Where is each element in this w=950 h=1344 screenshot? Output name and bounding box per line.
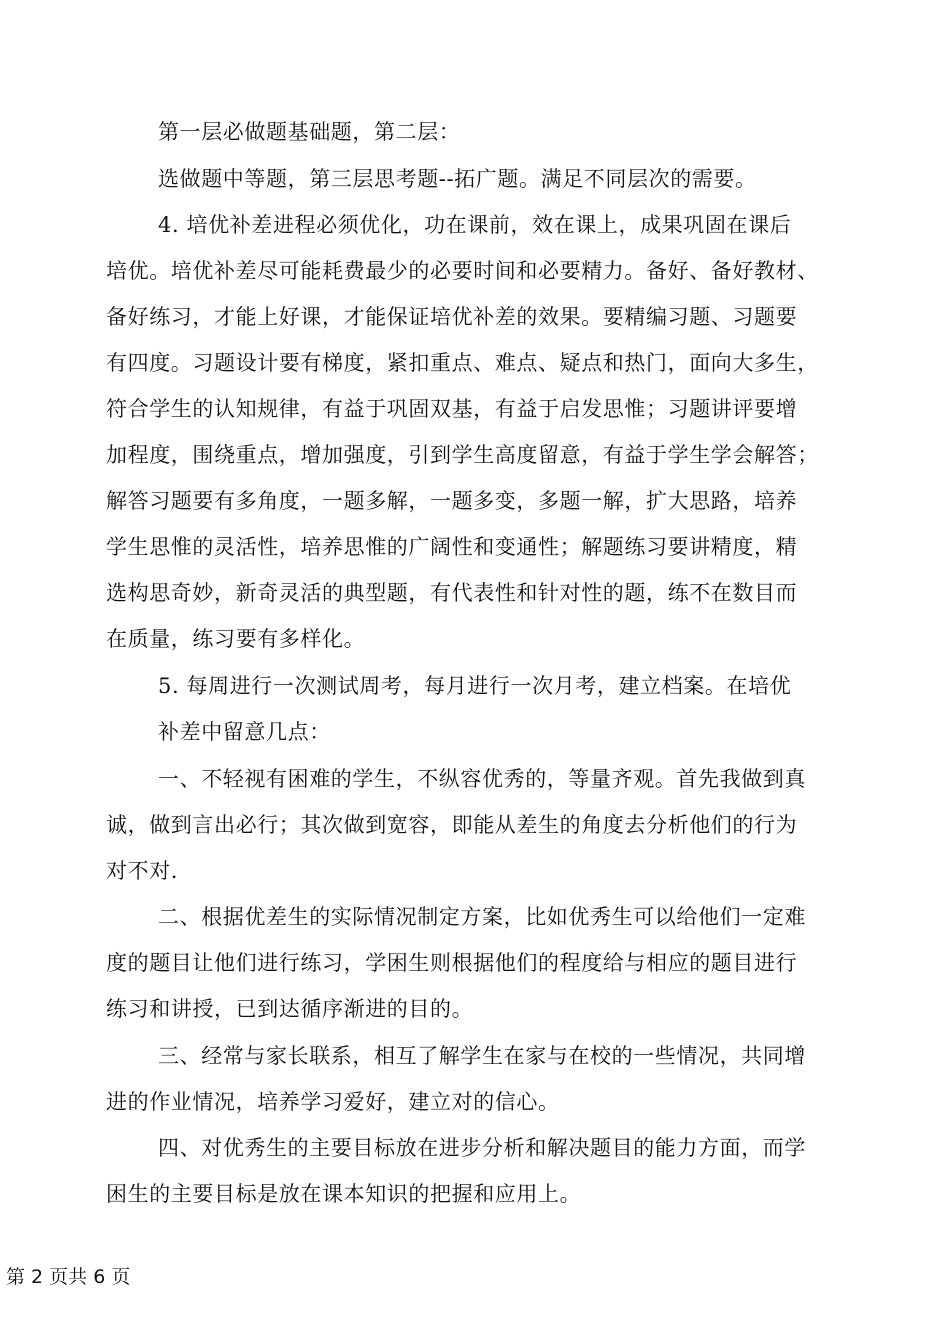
text-line: 5. 每周进行一次测试周考，每月进行一次月考，建立档案。在培优 xyxy=(158,674,792,698)
text-line: 在质量，练习要有多样化。 xyxy=(106,627,366,651)
text-line: 度的题目让他们进行练习，学困生则根据他们的程度给与相应的题目进行 xyxy=(106,951,798,975)
text-line: 诚，做到言出必行；其次做到宽容，即能从差生的角度去分析他们的行为 xyxy=(106,813,798,837)
text-line: 练习和讲授，已到达循序渐进的目的。 xyxy=(106,997,474,1021)
text-line: 补差中留意几点： xyxy=(158,720,331,744)
text-line: 对不对. xyxy=(106,859,179,883)
text-line: 有四度。习题设计要有梯度，紧扣重点、难点、疑点和热门，面向大多生， xyxy=(106,351,819,375)
text-line: 三、经常与家长联系，相互了解学生在家与在校的一些情况，共同增 xyxy=(158,1044,806,1068)
text-line: 二、根据优差生的实际情况制定方案，比如优秀生可以给他们一定难 xyxy=(158,905,806,929)
text-line: 选做题中等题，第三层思考题--拓广题。满足不同层次的需要。 xyxy=(158,167,757,191)
text-line: 4. 培优补差进程必须优化，功在课前，效在课上，成果巩固在课后 xyxy=(158,213,792,237)
text-line: 选构思奇妙，新奇灵活的典型题，有代表性和针对性的题，练不在数目而 xyxy=(106,581,798,605)
text-line: 四、对优秀生的主要目标放在进步分析和解决题目的能力方面，而学 xyxy=(158,1136,806,1160)
text-line: 备好练习，才能上好课，才能保证培优补差的效果。要精编习题、习题要 xyxy=(106,305,798,329)
text-line: 加程度，围绕重点，增加强度，引到学生高度留意，有益于学生学会解答； xyxy=(106,443,819,467)
text-line: 第一层必做题基础题，第二层： xyxy=(158,120,461,144)
text-line: 培优。培优补差尽可能耗费最少的必要时间和必要精力。备好、备好教材、 xyxy=(106,259,819,283)
text-line: 符合学生的认知规律，有益于巩固双基，有益于启发思惟；习题讲评要增 xyxy=(106,397,798,421)
text-line: 困生的主要目标是放在课本知识的把握和应用上。 xyxy=(106,1182,582,1206)
text-line: 解答习题要有多角度，一题多解，一题多变，多题一解，扩大思路，培养 xyxy=(106,489,798,513)
text-line: 一、不轻视有困难的学生，不纵容优秀的，等量齐观。首先我做到真 xyxy=(158,767,806,791)
page-number: 第 2 页共 6 页 xyxy=(6,1266,131,1288)
text-line: 进的作业情况，培养学习爱好，建立对的信心。 xyxy=(106,1090,560,1114)
text-line: 学生思惟的灵活性，培养思惟的广阔性和变通性；解题练习要讲精度，精 xyxy=(106,535,798,559)
